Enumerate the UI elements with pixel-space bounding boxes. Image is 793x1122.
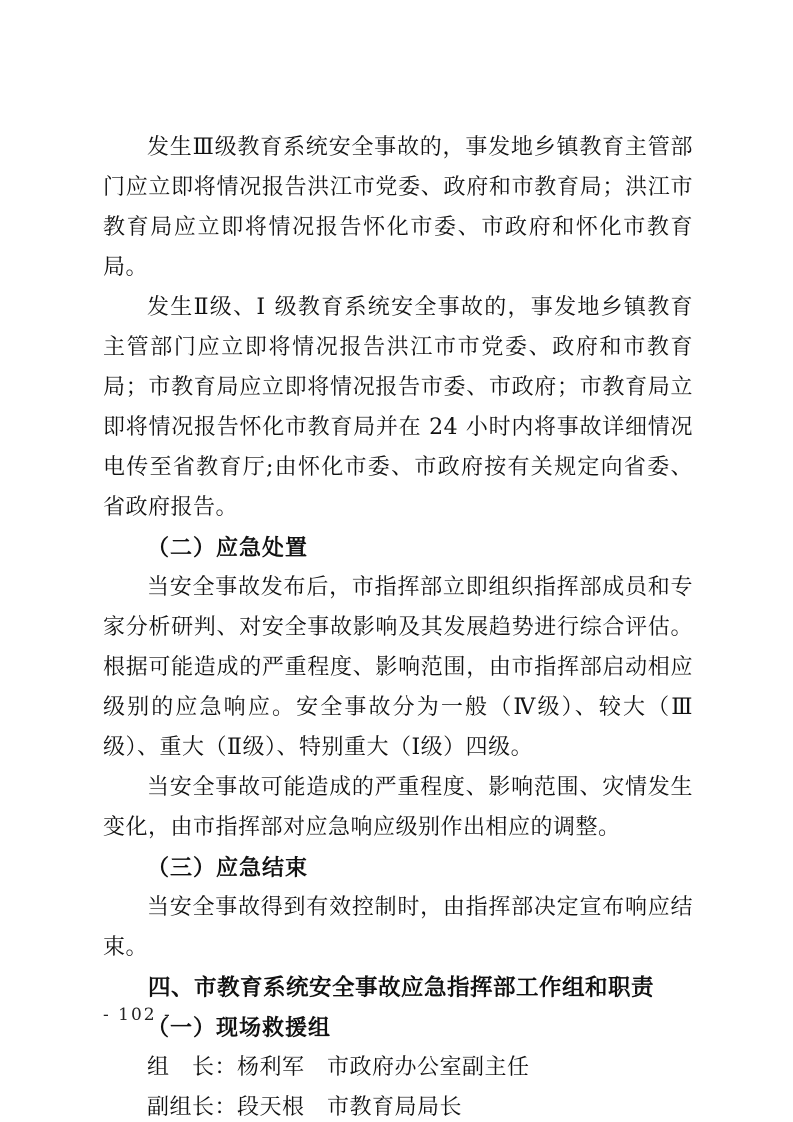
role-line-group-leader: 组 长：杨利军 市政府办公室副主任	[147, 1055, 530, 1080]
heading-emergency-disposal: （二）应急处置	[147, 535, 309, 561]
paragraph-disposal-assessment: 当安全事故发布后，市指挥部立即组织指挥部成员和专家分析研判、对安全事故影响及其发展趋势进行综合评估。根据可能造成的严重程度、影响范围，由市指挥部启动相应级别的应急响应。安全事故分为一般（Ⅳ级）、较大（Ⅲ级）、重大（Ⅱ级）、特别重大（Ⅰ级）四级。	[103, 575, 693, 760]
paragraph-response-level-adjustment: 当安全事故可能造成的严重程度、影响范围、灾情发生变化，由市指挥部对应急响应级别作出相应的调整。	[103, 775, 693, 840]
heading-section-four-workgroups: 四、市教育系统安全事故应急指挥部工作组和职责	[148, 975, 655, 1001]
paragraph-level2-level1-reporting: 发生Ⅱ级、Ⅰ 级教育系统安全事故的，事发地乡镇教育主管部门应立即将情况报告洪江市市党委、政府和市教育局；市教育局应立即将情况报告市委、市政府；市教育局立即将情况报告怀化市教育局并在 24 小时内将事故详细情况电传至省教育厅;由怀化市委、市政府按有关规定向省委、省政府报告。	[103, 295, 693, 520]
role-line-deputy-leader: 副组长：段天根 市教育局局长	[147, 1095, 463, 1120]
paragraph-termination: 当安全事故得到有效控制时，由指挥部决定宣布响应结束。	[103, 895, 693, 960]
heading-emergency-termination: （三）应急结束	[147, 855, 309, 881]
paragraph-level3-reporting: 发生Ⅲ级教育系统安全事故的，事发地乡镇教育主管部门应立即将情况报告洪江市党委、政府和市教育局；洪江市教育局应立即将情况报告怀化市委、市政府和怀化市教育局。	[103, 135, 693, 280]
page-number: - 102 -	[103, 1005, 172, 1025]
document-body	[103, 128, 693, 1122]
heading-onsite-rescue-group: （一）现场救援组	[147, 1015, 332, 1041]
